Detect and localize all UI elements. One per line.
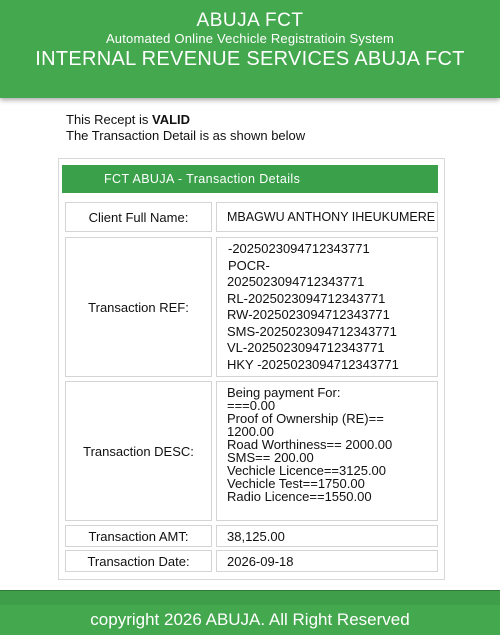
- transaction-date-value: [216, 550, 438, 572]
- desc-line: Vechicle Licence==3125.00: [227, 463, 387, 478]
- client-name-text: MBAGWU ANTHONY IHEUKUMERE: [227, 210, 436, 224]
- ref-line: RW-2025023094712343771: [227, 307, 390, 322]
- transaction-amount-value: [216, 525, 438, 547]
- header-subtitle: Automated Online Vechicle Registratioin System: [105, 31, 395, 46]
- ref-line: POCR-: [228, 257, 270, 273]
- transaction-desc-label-text: Transaction DESC:: [83, 443, 194, 459]
- transaction-date-label: [65, 550, 212, 572]
- transaction-details-panel: [58, 158, 445, 580]
- page-footer: [0, 605, 500, 635]
- validity-status-line: [66, 112, 305, 128]
- header-organization: INTERNAL REVENUE SERVICES ABUJA FCT: [35, 48, 465, 70]
- transaction-date-text: 2026-09-18: [227, 553, 294, 569]
- desc-line: 1200.00: [227, 424, 274, 439]
- ref-line: -2025023094712343771: [228, 241, 370, 256]
- transaction-ref-label-text: Transaction REF:: [88, 299, 189, 315]
- transaction-desc-value: [216, 381, 438, 521]
- validity-status: VALID: [151, 112, 191, 127]
- desc-line: Vechicle Test==1750.00: [227, 476, 365, 491]
- desc-line: Being payment For:: [227, 385, 341, 400]
- desc-line: Radio Licence==1550.00: [227, 489, 372, 504]
- ref-line: HKY -2025023094712343771: [227, 356, 399, 372]
- ref-line: VL-2025023094712343771: [227, 340, 385, 355]
- transaction-amount-label: [65, 525, 212, 547]
- desc-line: Proof of Ownership (RE)==: [227, 411, 384, 426]
- transaction-amount-text: 38,125.00: [227, 528, 285, 544]
- validity-message: [66, 112, 305, 144]
- client-name-label-text: Client Full Name:: [88, 209, 189, 225]
- transaction-ref-label: [65, 237, 212, 377]
- transaction-ref-value: [216, 237, 438, 377]
- transaction-desc-label: [65, 381, 212, 521]
- desc-line: ===0.00: [227, 398, 276, 413]
- desc-line: Road Worthiness== 2000.00: [227, 437, 393, 452]
- footer-copyright: copyright 2026 ABUJA. All Right Reserved: [90, 610, 410, 629]
- transaction-date-label-text: Transaction Date:: [87, 553, 190, 569]
- ref-line: 2025023094712343771: [227, 274, 365, 289]
- desc-line: SMS== 200.00: [227, 450, 314, 465]
- ref-line: SMS-2025023094712343771: [227, 323, 397, 339]
- page-header: [0, 0, 500, 98]
- ref-line: RL-2025023094712343771: [227, 290, 386, 306]
- header-title: ABUJA FCT: [196, 10, 304, 31]
- client-name-value: [216, 202, 438, 232]
- footer-divider: [0, 590, 500, 605]
- panel-title: FCT ABUJA - Transaction Details: [62, 165, 438, 193]
- client-name-label: [65, 202, 212, 232]
- validity-prefix: This Recept is: [66, 112, 152, 127]
- transaction-amount-label-text: Transaction AMT:: [88, 528, 189, 544]
- validity-note: The Transaction Detail is as shown below: [66, 128, 306, 143]
